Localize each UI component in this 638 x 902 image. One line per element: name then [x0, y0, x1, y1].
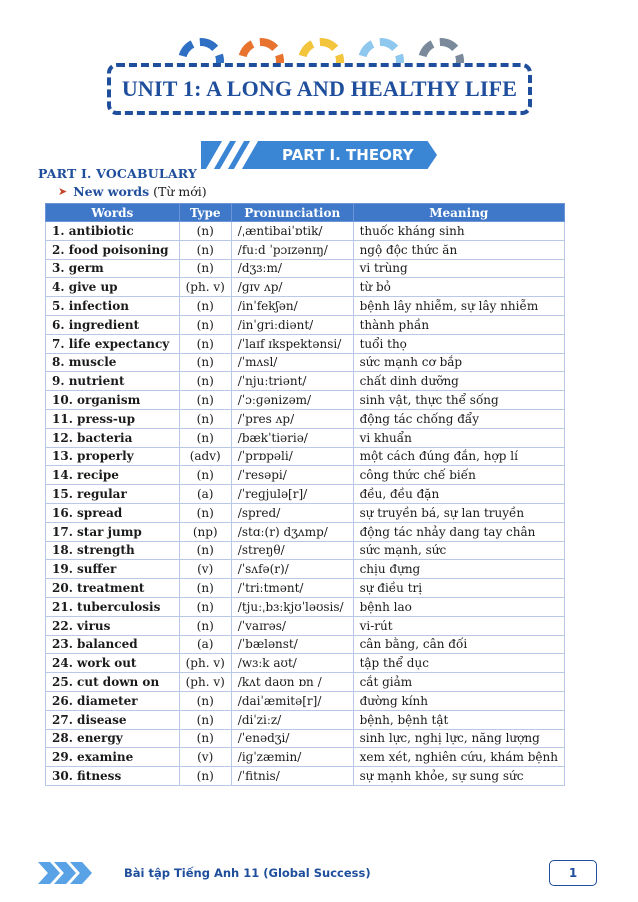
word-cell: 28. energy [46, 729, 180, 748]
table-row [46, 748, 565, 767]
meaning-cell: từ bỏ [353, 278, 564, 297]
page-number: 1 [549, 860, 597, 886]
pronunciation-cell: /ˈenədʒi/ [231, 729, 353, 748]
pronunciation-cell: /ˈlaɪf ɪkspektənsi/ [231, 334, 353, 353]
pronunciation-cell: /diˈziːz/ [231, 710, 353, 729]
word-cell: 16. spread [46, 503, 180, 522]
type-cell: (n) [179, 710, 231, 729]
meaning-cell: sự truyền bá, sự lan truyền [353, 503, 564, 522]
meaning-cell: tuổi thọ [353, 334, 564, 353]
pronunciation-cell: /ˈsʌfə(r)/ [231, 560, 353, 579]
word-cell: 2. food poisoning [46, 240, 180, 259]
table-row [46, 428, 565, 447]
word-cell: 3. germ [46, 259, 180, 278]
word-cell: 22. virus [46, 616, 180, 635]
type-cell: (n) [179, 541, 231, 560]
table-row [46, 654, 565, 673]
type-cell: (ph. v) [179, 654, 231, 673]
word-cell: 30. fitness [46, 767, 180, 786]
word-cell: 23. balanced [46, 635, 180, 654]
pronunciation-cell: /ˈreɡjulə[r]/ [231, 485, 353, 504]
type-cell: (np) [179, 522, 231, 541]
subheading-strong: New words [73, 184, 150, 199]
meaning-cell: sức mạnh, sức [353, 541, 564, 560]
table-row [46, 409, 565, 428]
word-cell: 27. disease [46, 710, 180, 729]
meaning-cell: tập thể dục [353, 654, 564, 673]
column-header-meaning: Meaning [353, 204, 564, 222]
type-cell: (v) [179, 560, 231, 579]
meaning-cell: vi trùng [353, 259, 564, 278]
arrow-bullet-icon: ➤ [58, 185, 68, 198]
meaning-cell: đường kính [353, 691, 564, 710]
type-cell: (n) [179, 729, 231, 748]
type-cell: (adv) [179, 447, 231, 466]
unit-title: UNIT 1: A LONG AND HEALTHY LIFE [121, 76, 518, 101]
subheading [58, 184, 207, 199]
table-row [46, 560, 565, 579]
table-row [46, 616, 565, 635]
table-row [46, 353, 565, 372]
pronunciation-cell: /streŋθ/ [231, 541, 353, 560]
column-header-words: Words [46, 204, 180, 222]
meaning-cell: chịu đựng [353, 560, 564, 579]
word-cell: 17. star jump [46, 522, 180, 541]
type-cell: (n) [179, 315, 231, 334]
table-row [46, 240, 565, 259]
word-cell: 9. nutrient [46, 372, 180, 391]
word-cell: 7. life expectancy [46, 334, 180, 353]
pronunciation-cell: /inˈfekʃən/ [231, 297, 353, 316]
meaning-cell: vi khuẩn [353, 428, 564, 447]
type-cell: (n) [179, 353, 231, 372]
type-cell: (n) [179, 579, 231, 598]
word-cell: 5. infection [46, 297, 180, 316]
table-row [46, 391, 565, 410]
table-row [46, 522, 565, 541]
meaning-cell: một cách đúng đắn, hợp lí [353, 447, 564, 466]
pronunciation-cell: /ɡɪv ʌp/ [231, 278, 353, 297]
table-row [46, 259, 565, 278]
meaning-cell: vi-rút [353, 616, 564, 635]
pronunciation-cell: /fuːd ˈpɔɪzənɪŋ/ [231, 240, 353, 259]
type-cell: (n) [179, 297, 231, 316]
pronunciation-cell: /ˈprɒpəli/ [231, 447, 353, 466]
table-row [46, 767, 565, 786]
pronunciation-cell: /wɜːk aʊt/ [231, 654, 353, 673]
unit-title-box [107, 63, 532, 115]
word-cell: 8. muscle [46, 353, 180, 372]
word-cell: 26. diameter [46, 691, 180, 710]
column-header-type: Type [179, 204, 231, 222]
word-cell: 20. treatment [46, 579, 180, 598]
type-cell: (n) [179, 597, 231, 616]
pronunciation-cell: /ˈmʌsl/ [231, 353, 353, 372]
type-cell: (v) [179, 748, 231, 767]
section-heading: PART I. VOCABULARY [38, 166, 198, 181]
meaning-cell: bệnh lây nhiễm, sự lây nhiễm [353, 297, 564, 316]
pronunciation-cell: /ˈnjuːtriənt/ [231, 372, 353, 391]
word-cell: 12. bacteria [46, 428, 180, 447]
meaning-cell: động tác nhảy dang tay chân [353, 522, 564, 541]
pronunciation-cell: /ˈresəpi/ [231, 466, 353, 485]
table-row [46, 334, 565, 353]
table-row [46, 278, 565, 297]
word-cell: 10. organism [46, 391, 180, 410]
table-row [46, 691, 565, 710]
word-cell: 24. work out [46, 654, 180, 673]
word-cell: 21. tuberculosis [46, 597, 180, 616]
type-cell: (n) [179, 372, 231, 391]
type-cell: (n) [179, 409, 231, 428]
meaning-cell: xem xét, nghiên cứu, khám bệnh [353, 748, 564, 767]
pronunciation-cell: /ˈpres ʌp/ [231, 409, 353, 428]
word-cell: 25. cut down on [46, 673, 180, 692]
footer-book-title: Bài tập Tiếng Anh 11 (Global Success) [124, 866, 371, 880]
meaning-cell: động tác chống đẩy [353, 409, 564, 428]
word-cell: 29. examine [46, 748, 180, 767]
table-row [46, 729, 565, 748]
table-row [46, 315, 565, 334]
table-row [46, 372, 565, 391]
word-cell: 6. ingredient [46, 315, 180, 334]
word-cell: 19. suffer [46, 560, 180, 579]
word-cell: 14. recipe [46, 466, 180, 485]
table-row [46, 597, 565, 616]
subheading-rest: (Từ mới) [149, 184, 207, 199]
type-cell: (n) [179, 391, 231, 410]
part-banner-label: PART I. THEORY [282, 146, 414, 164]
meaning-cell: bệnh lao [353, 597, 564, 616]
pronunciation-cell: /spred/ [231, 503, 353, 522]
table-row [46, 541, 565, 560]
pronunciation-cell: /kʌt daʊn ɒn / [231, 673, 353, 692]
word-cell: 15. regular [46, 485, 180, 504]
word-cell: 13. properly [46, 447, 180, 466]
type-cell: (n) [179, 222, 231, 241]
type-cell: (n) [179, 334, 231, 353]
meaning-cell: ngộ độc thức ăn [353, 240, 564, 259]
type-cell: (n) [179, 616, 231, 635]
table-row [46, 673, 565, 692]
type-cell: (n) [179, 691, 231, 710]
type-cell: (n) [179, 466, 231, 485]
type-cell: (ph. v) [179, 278, 231, 297]
word-cell: 4. give up [46, 278, 180, 297]
pronunciation-cell: /bækˈtiəriə/ [231, 428, 353, 447]
pronunciation-cell: /iɡˈzæmin/ [231, 748, 353, 767]
word-cell: 1. antibiotic [46, 222, 180, 241]
word-cell: 11. press-up [46, 409, 180, 428]
pronunciation-cell: /inˈɡriːdiənt/ [231, 315, 353, 334]
pronunciation-cell: /daiˈæmitə[r]/ [231, 691, 353, 710]
table-row [46, 297, 565, 316]
pronunciation-cell: /stɑː(r) dʒʌmp/ [231, 522, 353, 541]
type-cell: (a) [179, 635, 231, 654]
meaning-cell: cân bằng, cân đối [353, 635, 564, 654]
type-cell: (n) [179, 767, 231, 786]
pronunciation-cell: /ˌæntibaiˈɒtik/ [231, 222, 353, 241]
meaning-cell: thành phần [353, 315, 564, 334]
meaning-cell: sinh vật, thực thể sống [353, 391, 564, 410]
table-row [46, 447, 565, 466]
pronunciation-cell: /ˈvaɪrəs/ [231, 616, 353, 635]
table-header-row [46, 204, 565, 222]
column-header-pronunciation: Pronunciation [231, 204, 353, 222]
meaning-cell: chất dinh dưỡng [353, 372, 564, 391]
type-cell: (a) [179, 485, 231, 504]
meaning-cell: sự mạnh khỏe, sự sung sức [353, 767, 564, 786]
footer-chevrons-icon [38, 862, 118, 884]
meaning-cell: công thức chế biến [353, 466, 564, 485]
word-cell: 18. strength [46, 541, 180, 560]
type-cell: (n) [179, 428, 231, 447]
table-row [46, 485, 565, 504]
pronunciation-cell: /ˈtriːtmənt/ [231, 579, 353, 598]
meaning-cell: cắt giảm [353, 673, 564, 692]
table-row [46, 222, 565, 241]
type-cell: (n) [179, 259, 231, 278]
table-row [46, 710, 565, 729]
meaning-cell: sinh lực, nghị lực, năng lượng [353, 729, 564, 748]
meaning-cell: thuốc kháng sinh [353, 222, 564, 241]
pronunciation-cell: /ˈbælənst/ [231, 635, 353, 654]
meaning-cell: đều, đều đặn [353, 485, 564, 504]
table-row [46, 503, 565, 522]
pronunciation-cell: /ˈɔːɡənizəm/ [231, 391, 353, 410]
meaning-cell: sự điều trị [353, 579, 564, 598]
meaning-cell: sức mạnh cơ bắp [353, 353, 564, 372]
pronunciation-cell: /dʒɜːm/ [231, 259, 353, 278]
table-row [46, 579, 565, 598]
table-row [46, 635, 565, 654]
pronunciation-cell: /ˈfitnis/ [231, 767, 353, 786]
pronunciation-cell: /tjuːˌbɜːkjʊˈləʊsis/ [231, 597, 353, 616]
meaning-cell: bệnh, bệnh tật [353, 710, 564, 729]
vocabulary-table [45, 203, 565, 786]
type-cell: (n) [179, 503, 231, 522]
banner-stripes [214, 141, 272, 169]
type-cell: (n) [179, 240, 231, 259]
type-cell: (ph. v) [179, 673, 231, 692]
table-row [46, 466, 565, 485]
